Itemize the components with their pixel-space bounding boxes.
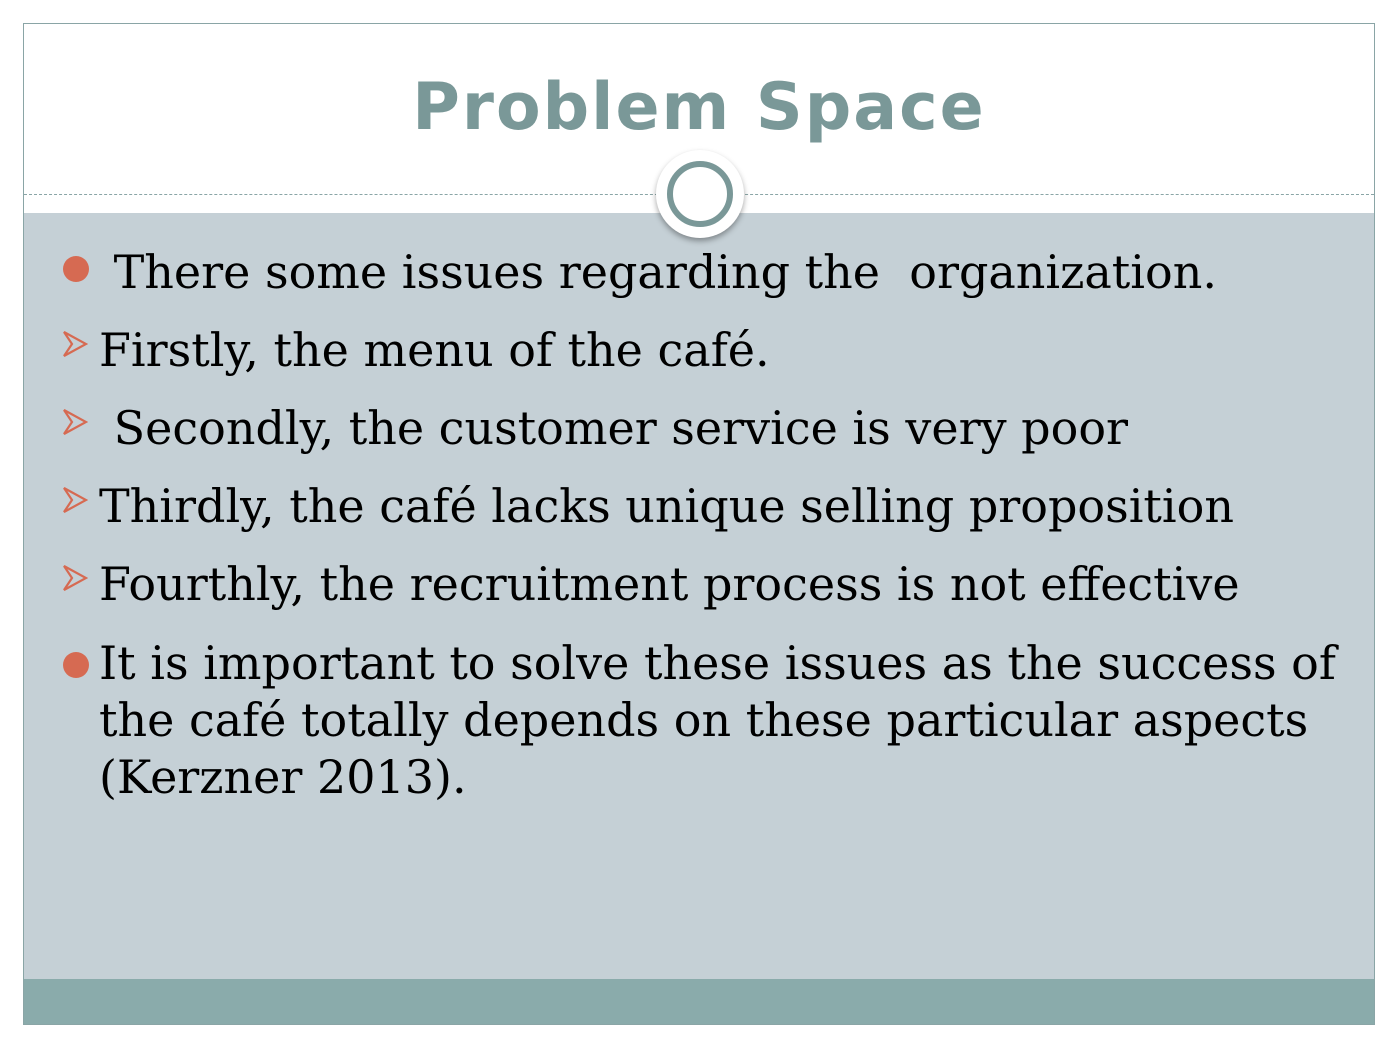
ring-icon	[656, 150, 744, 238]
bullet-arrow-icon	[62, 486, 88, 514]
list-item: Fourthly, the recruitment process is not effective	[99, 557, 1240, 611]
bullet-arrow-icon	[62, 564, 88, 592]
slide-title: Problem Space	[412, 70, 986, 145]
bullet-arrow-icon	[62, 330, 88, 358]
list-item: There some issues regarding the organization.	[99, 245, 1217, 299]
slide	[23, 23, 1375, 1025]
ring-inner	[667, 161, 733, 227]
bullet-dot-icon	[63, 652, 89, 678]
list-item: Secondly, the customer service is very poor	[99, 401, 1129, 455]
list-item: It is important to solve these issues as the success of the café totally depends on these particular aspects (Kerzner 2013).	[99, 636, 1336, 804]
bullet-arrow-icon	[62, 408, 88, 436]
list-item: Thirdly, the café lacks unique selling proposition	[99, 479, 1234, 533]
list-item: Firstly, the menu of the café.	[99, 323, 770, 377]
bullet-dot-icon	[63, 256, 89, 282]
